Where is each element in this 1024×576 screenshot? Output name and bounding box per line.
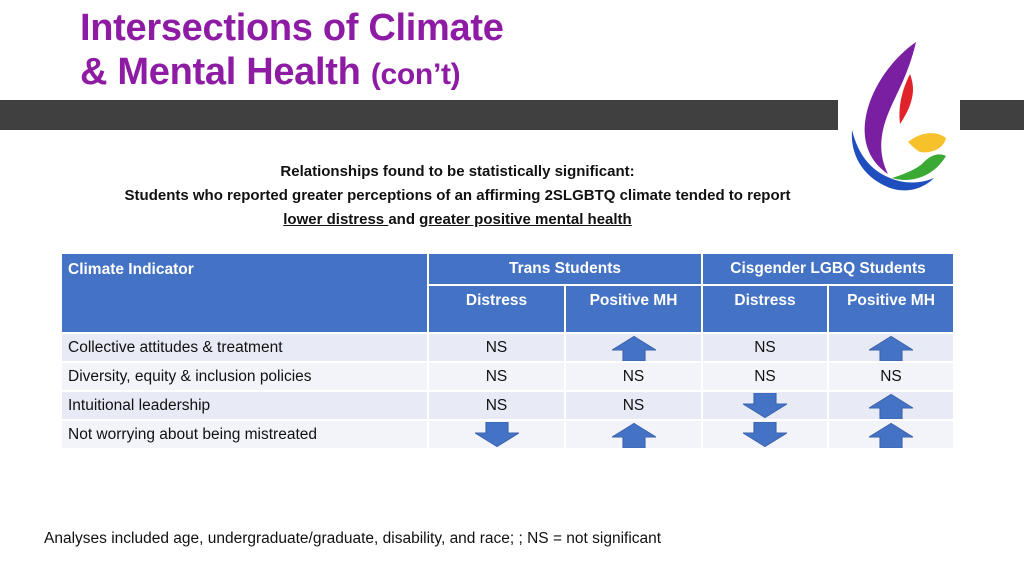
greater-positive-text: greater positive mental health <box>419 211 632 228</box>
arrow-up-icon <box>869 393 913 419</box>
value-cell: NS <box>428 391 565 420</box>
title-line-1: Intersections of Climate <box>80 7 504 49</box>
value-cell: NS <box>565 391 702 420</box>
logo-green-wave <box>892 154 946 180</box>
arrow-down-icon <box>743 422 787 448</box>
header-trans-distress: Distress <box>428 285 565 333</box>
title-line-2 <box>80 50 504 97</box>
row-label: Collective attitudes & treatment <box>61 333 428 362</box>
arrow-down-icon <box>475 422 519 448</box>
value-cell: NS <box>828 362 954 391</box>
lower-distress-text: lower distress <box>283 211 389 228</box>
intro-line-2: Students who reported greater perceptions of an affirming 2SLGBTQ climate tended to report <box>124 187 791 204</box>
value-cell <box>428 420 565 449</box>
title-line-2-main: & Mental Health <box>80 51 361 93</box>
value-cell <box>702 391 828 420</box>
table-body <box>61 333 954 449</box>
value-cell: NS <box>428 362 565 391</box>
intro-text <box>60 160 855 232</box>
intro-line-1: Relationships found to be statistically significant: <box>280 163 635 180</box>
intro-line-3 <box>60 208 855 232</box>
value-cell <box>565 333 702 362</box>
header-trans-positive-mh: Positive MH <box>565 285 702 333</box>
climate-table <box>60 252 955 450</box>
and-text: and <box>388 211 415 228</box>
header-cis-positive-mh: Positive MH <box>828 285 954 333</box>
value-cell: NS <box>565 362 702 391</box>
arrow-up-icon <box>612 422 656 448</box>
arrow-up-icon <box>869 422 913 448</box>
value-cell <box>565 420 702 449</box>
value-cell: NS <box>428 333 565 362</box>
value-cell <box>828 391 954 420</box>
arrow-up-icon <box>612 335 656 361</box>
row-label: Diversity, equity & inclusion policies <box>61 362 428 391</box>
arrow-down-icon <box>743 393 787 419</box>
header-trans-students: Trans Students <box>428 253 702 285</box>
title-suffix: (con’t) <box>370 58 461 91</box>
arrow-up-icon <box>869 335 913 361</box>
header-cis-distress: Distress <box>702 285 828 333</box>
logo-icon <box>838 38 960 198</box>
logo-yellow-leaf <box>908 133 946 152</box>
slide-title <box>80 6 504 97</box>
table-row <box>61 362 954 391</box>
table-row <box>61 391 954 420</box>
value-cell <box>828 333 954 362</box>
value-cell <box>702 420 828 449</box>
value-cell: NS <box>702 362 828 391</box>
row-label: Not worrying about being mistreated <box>61 420 428 449</box>
value-cell: NS <box>702 333 828 362</box>
header-cisgender-lgbq: Cisgender LGBQ Students <box>702 253 954 285</box>
table-row <box>61 333 954 362</box>
table-row <box>61 420 954 449</box>
header-climate-indicator: Climate Indicator <box>61 253 428 333</box>
value-cell <box>828 420 954 449</box>
row-label: Intuitional leadership <box>61 391 428 420</box>
footnote: Analyses included age, undergraduate/graduate, disability, and race; ; NS = not significant <box>44 530 662 547</box>
